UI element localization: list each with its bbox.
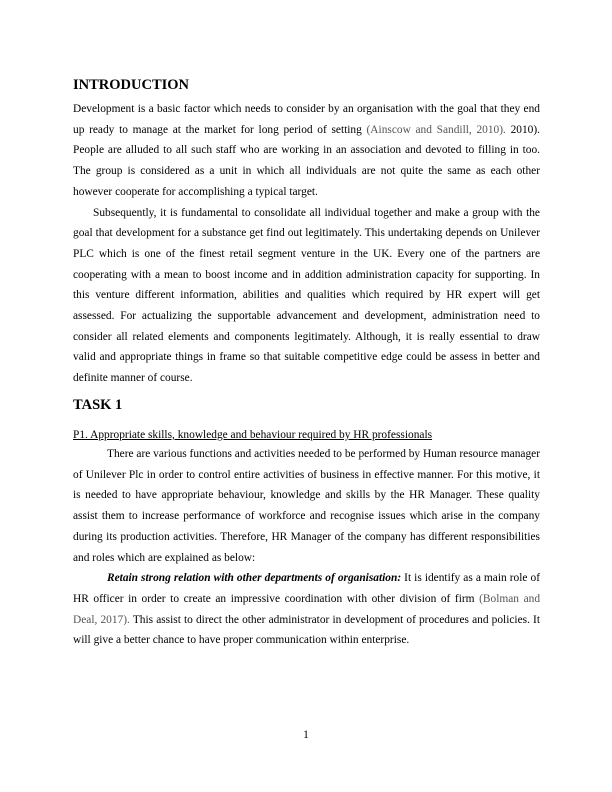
citation-bolman: (Bolman and Deal, 2017). [73,592,541,626]
introduction-section [73,77,540,94]
intro-p1-text: Development is a basic factor which needs to consider by an organisation with the goal that they end up ready to manage at the market for long period of setting [73,103,540,136]
retain-relation-lead: Retain strong relation with other departments of organisation: [107,572,402,585]
task1-p2-rest: This assist to direct the other administrator in development of procedures and policies. It will give a better chance to have proper communication within enterprise. [73,613,540,647]
task1-heading: TASK 1 [73,397,123,413]
introduction-body [73,99,540,389]
task1-body [73,444,540,651]
page-number: 1 [303,729,309,741]
p1-subheading: P1. Appropriate skills, knowledge and behaviour required by HR professionals [73,429,433,441]
task1-subheading-wrap [73,428,540,442]
introduction-heading: INTRODUCTION [73,77,190,93]
intro-paragraph-1 [73,99,540,203]
intro-p1-rest: 2010). People are alluded to all such staff who are working in an association and devoted to filling in too. The group is considered as a unit in which all individuals are not quite the same as each other however cooperate for accomplishing a typical target. [73,123,540,198]
task1-section [73,397,540,414]
task1-paragraph-2 [73,568,540,651]
intro-paragraph-2: Subsequently, it is fundamental to consolidate all individual together and make a group with the goal that development for a substance get find out legitimately. This undertaking depends on Unilever PLC which is one of the finest retail segment venture in the UK. Every one of the partners are cooperating with a mean to boost income and in addition administration capacity for supporting. In this venture different information, abilities and qualities which required by HR expert will get assessed. For actualizing the supportable advancement and development, administration need to consider all related elements and components legitimately. Although, it is really essential to draw valid and appropriate things in frame so that suitable competitive edge could be assess in better and definite manner of course. [73,206,540,385]
task1-p2-text: It is identify as a main role of HR officer in order to create an impressive coordination with other division of firm [73,572,540,605]
task1-paragraph-1: There are various functions and activities needed to be performed by Human resource manager of Unilever Plc in order to control entire activities of business in effective manner. For this motive, it is needed to have appropriate behaviour, knowledge and skills by the HR Manager. These quality assist them to increase performance of workforce and recognise issues which arise in the company during its production activities. Therefore, HR Manager of the company has different responsibilities and roles which are explained as below: [73,448,540,564]
citation-ainscow: (Ainscow and Sandill, 2010). [366,123,506,136]
